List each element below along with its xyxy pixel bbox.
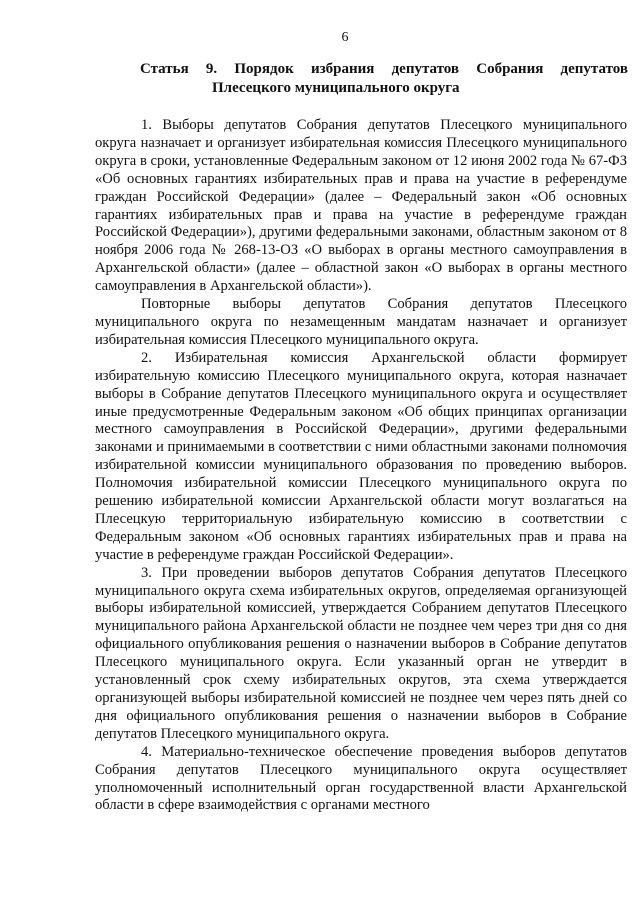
paragraph-2: 2. Избирательная комиссия Архангельской области формирует избирательную комиссию Плесецкого муниципального округа, которая назначает выборы в Собрание депутатов Плесецкого муниципального округа и осуществляет иные предусмотренные Федеральным законом «Об общих принципах организации местного самоуправления в Российской Федерации», другими федеральными законами и принимаемыми в соответствии с ними областными законами полномочия избирательной комиссии муниципального образования по проведению выборов. Полномочия избирательной комиссии Плесецкого муниципального округа по решению избирательной комиссии Архангельской области могут возлагаться на Плесецкую территориальную избирательную комиссию в соответствии с Федеральным законом «Об основных гарантиях избирательных прав и права на участие в референдуме граждан Российской Федерации». [95,349,627,563]
article-heading [140,60,628,98]
paragraph-1-repeat-elections: Повторные выборы депутатов Собрания депутатов Плесецкого муниципального округа по незамещенным мандатам назначает и организует избирательная комиссия Плесецкого муниципального округа. [95,296,627,348]
paragraph-1: 1. Выборы депутатов Собрания депутатов Плесецкого муниципального округа назначает и организует избирательная комиссия Плесецкого муниципального округа в сроки, установленные Федеральным законом от 12 июня 2002 года № 67-ФЗ «Об основных гарантиях избирательных прав и права на участие в референдуме граждан Российской Федерации» (далее – Федеральный закон «Об основных гарантиях избирательных прав и права на участие в референдуме граждан Российской Федерации»), другими федеральными законами, областным законом от 8 ноября 2006 года № 268-13-ОЗ «О выборах в органы местного самоуправления в Архангельской области» (далее – областной закон «О выборах в органы местного самоуправления в Архангельской области»). [95,117,627,295]
article-heading-line-2: Плесецкого муниципального округа [212,80,460,96]
paragraph-3: 3. При проведении выборов депутатов Собрания депутатов Плесецкого муниципального округа схема избирательных округов, определяемая организующей выборы избирательной комиссией, утверждается Собранием депутатов Плесецкого муниципального района Архангельской области не позднее чем через три дня со дня официального опубликования решения о назначении выборов в Собрание депутатов Плесецкого муниципального округа. Если указанный орган не утвердит в установленный срок схему избирательных округов, эта схема утверждается организующей выборы избирательной комиссией не позднее чем через пять дней со дня официального опубликования решения о назначении выборов в Собрание депутатов Плесецкого муниципального округа. [95,564,627,742]
page-number: 6 [341,30,349,45]
article-heading-line-1: Статья 9. Порядок избрания депутатов Собрания депутатов [140,61,628,77]
article-body [95,117,627,815]
paragraph-4: 4. Материально-техническое обеспечение проведения выборов депутатов Собрания депутатов Плесецкого муниципального округа осуществляет уполномоченный исполнительный орган государственной власти Архангельской области в сфере взаимодействия с органами местного [95,743,627,814]
